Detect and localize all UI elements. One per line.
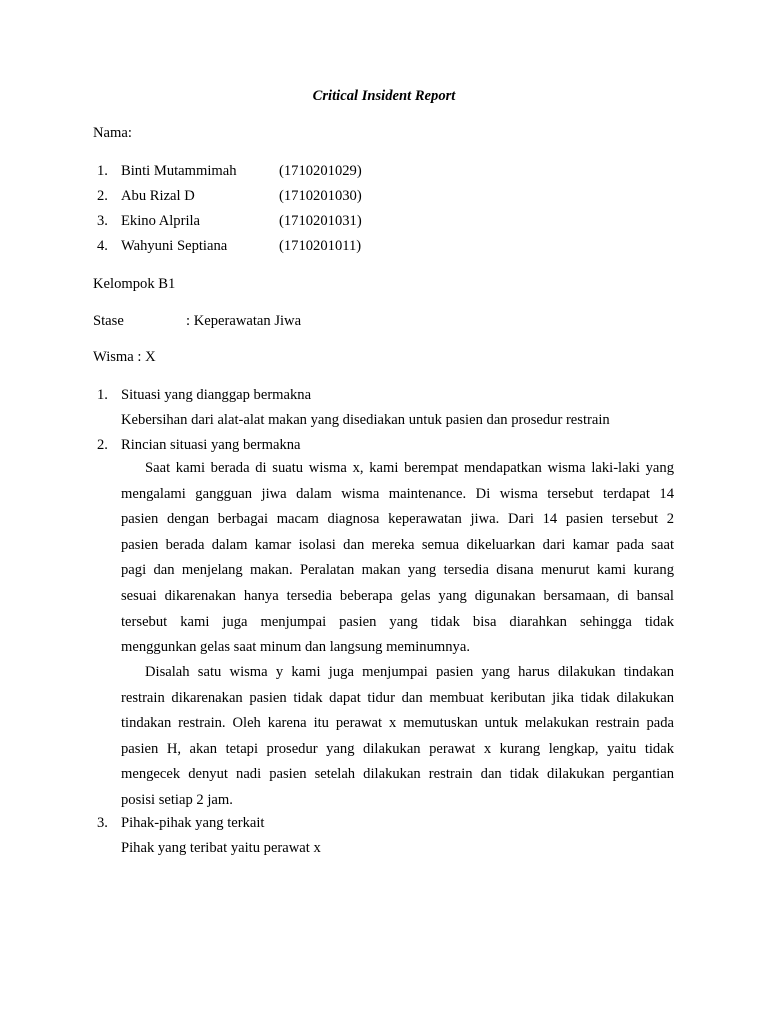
section-number: 2. [97,437,108,453]
stase-label: Stase [93,313,124,329]
member-id: (1710201011) [279,238,362,254]
section-number: 3. [97,815,108,831]
member-name: Binti Mutammimah [121,163,237,179]
paragraph-line: mengalami gangguan jiwa dalam wisma maintenance. Di wisma tersebut terdapat 14 [121,485,674,502]
member-id: (1710201029) [279,163,362,179]
paragraph-line: posisi setiap 2 jam. [121,791,233,808]
paragraph-line: mengecek denyut nadi pasien setelah dilakukan restrain dan tidak dilakukan pergantian [121,766,674,783]
paragraph-line: pagi dan menjelang makan. Peralatan makan yang tersedia disana menurut kami kurang [121,562,674,579]
member-id: (1710201031) [279,213,362,229]
member-name: Ekino Alprila [121,213,201,229]
member-name: Wahyuni Septiana [121,238,228,254]
nama-label: Nama: [93,125,132,141]
wisma-label: Wisma : X [93,349,156,365]
section-title: Pihak-pihak yang terkait [121,815,265,831]
section-number: 1. [97,387,108,403]
member-name: Abu Rizal D [121,188,195,204]
member-number: 2. [97,188,108,204]
section-title: Rincian situasi yang bermakna [121,437,301,453]
section-body: Pihak yang teribat yaitu perawat x [121,840,321,856]
stase-value: : Keperawatan Jiwa [186,313,302,329]
paragraph-line: pasien H, akan tetapi prosedur yang dilakukan perawat x kurang lengkap, yaitu tidak [121,740,674,757]
section-body: Kebersihan dari alat-alat makan yang disediakan untuk pasien dan prosedur restrain [121,412,610,428]
member-number: 1. [97,163,108,179]
paragraph-line: tindakan restrain. Oleh karena itu perawat x memutuskan untuk melakukan restrain pada [121,715,674,732]
paragraph-line: pasien dengan berbagai macam diagnosa keperawatan jiwa. Dari 14 pasien tersebut 2 [121,511,674,528]
member-id: (1710201030) [279,188,362,204]
member-number: 4. [97,238,108,254]
paragraph-line: Disalah satu wisma y kami juga menjumpai pasien yang harus dilakukan tindakan [145,664,674,680]
paragraph-line: pasien berada dalam kamar isolasi dan mereka semua dikeluarkan dari kamar pada saat [121,536,674,553]
paragraph-line: sesuai dikarenakan hanya tersedia beberapa gelas yang digunakan bersamaan, di bansal [121,587,674,604]
paragraph-line: tersebut kami juga menjumpai pasien yang tidak bisa diarahkan sehingga tidak [121,613,674,630]
paragraph-1 [121,456,674,661]
paragraph-line: Saat kami berada di suatu wisma x, kami berempat mendapatkan wisma laki-laki yang [145,460,674,476]
member-number: 3. [97,213,108,229]
kelompok-label: Kelompok B1 [93,276,176,292]
paragraph-2 [121,660,674,814]
report-title: Critical Insident Report [312,88,456,104]
paragraph-line: restrain dikarenakan pasien tidak dapat tidur dan membuat keributan jika tidak dilakukan [121,689,674,706]
paragraph-line: menggunkan gelas saat minum dan langsung meminumnya. [121,639,470,656]
section-title: Situasi yang dianggap bermakna [121,387,312,403]
